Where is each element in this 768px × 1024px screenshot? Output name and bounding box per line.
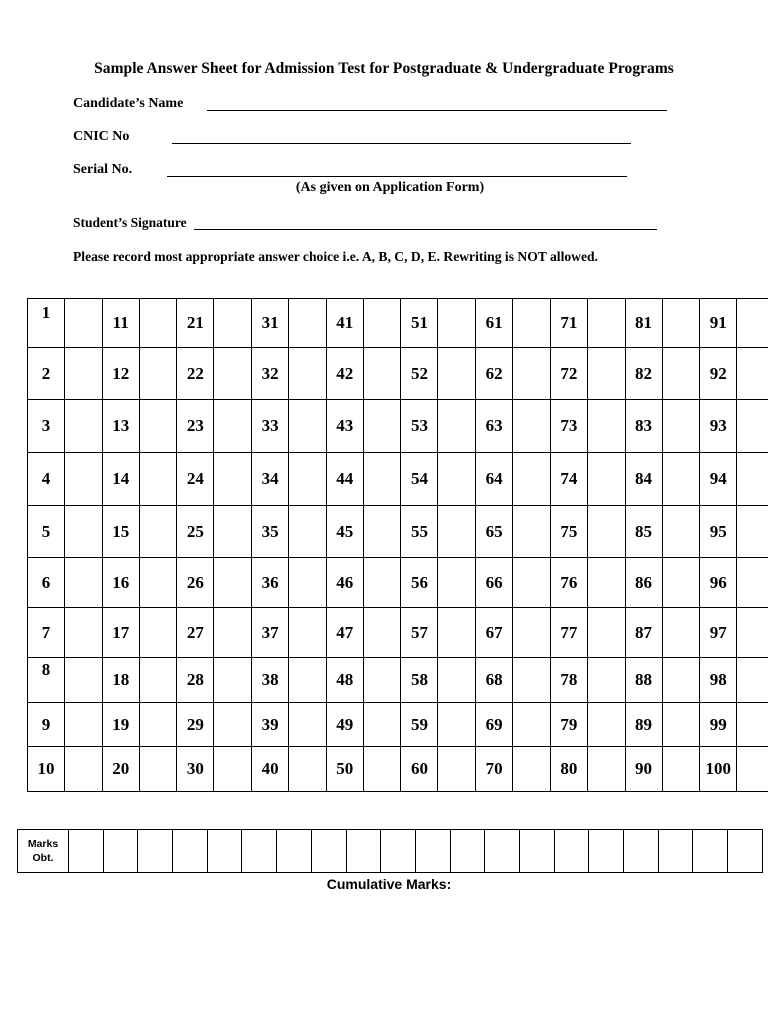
answer-box[interactable] xyxy=(65,348,103,400)
answer-box[interactable] xyxy=(737,558,768,608)
question-number: 1 xyxy=(28,299,65,348)
answer-box[interactable] xyxy=(65,558,103,608)
answer-box[interactable] xyxy=(513,506,551,558)
question-number: 6 xyxy=(28,558,65,608)
question-number: 16 xyxy=(102,558,139,608)
answer-box[interactable] xyxy=(513,400,551,453)
answer-box[interactable] xyxy=(214,747,252,792)
answer-box[interactable] xyxy=(587,658,625,703)
answer-box[interactable] xyxy=(438,558,476,608)
question-number: 85 xyxy=(625,506,662,558)
answer-box[interactable] xyxy=(214,506,252,558)
answer-box[interactable] xyxy=(438,453,476,506)
answer-box[interactable] xyxy=(139,299,177,348)
question-number: 86 xyxy=(625,558,662,608)
answer-box[interactable] xyxy=(289,658,327,703)
answer-box[interactable] xyxy=(65,400,103,453)
answer-box[interactable] xyxy=(214,658,252,703)
answer-box[interactable] xyxy=(363,348,401,400)
answer-box[interactable] xyxy=(662,299,700,348)
answer-box[interactable] xyxy=(662,747,700,792)
answer-box[interactable] xyxy=(139,747,177,792)
answer-box[interactable] xyxy=(214,453,252,506)
answer-box[interactable] xyxy=(438,703,476,747)
answer-box[interactable] xyxy=(139,506,177,558)
question-number: 10 xyxy=(28,747,65,792)
question-number: 60 xyxy=(401,747,438,792)
question-number: 90 xyxy=(625,747,662,792)
question-number: 57 xyxy=(401,608,438,658)
marks-box[interactable] xyxy=(311,830,346,873)
answer-row xyxy=(28,703,768,747)
question-number: 51 xyxy=(401,299,438,348)
marks-obtained-label xyxy=(18,830,69,873)
marks-box[interactable] xyxy=(693,830,728,873)
question-number: 73 xyxy=(550,400,587,453)
answer-box[interactable] xyxy=(587,453,625,506)
answer-box[interactable] xyxy=(587,299,625,348)
answer-box[interactable] xyxy=(513,348,551,400)
marks-box[interactable] xyxy=(381,830,416,873)
marks-label-line2: Obt. xyxy=(32,852,54,864)
answer-box[interactable] xyxy=(662,658,700,703)
question-number: 27 xyxy=(177,608,214,658)
question-number: 22 xyxy=(177,348,214,400)
question-number: 19 xyxy=(102,703,139,747)
marks-box[interactable] xyxy=(728,830,763,873)
question-number: 62 xyxy=(476,348,513,400)
question-number: 46 xyxy=(326,558,363,608)
question-number: 74 xyxy=(550,453,587,506)
answer-box[interactable] xyxy=(139,658,177,703)
question-number: 14 xyxy=(102,453,139,506)
question-number: 99 xyxy=(700,703,737,747)
answer-box[interactable] xyxy=(662,453,700,506)
answer-box[interactable] xyxy=(438,348,476,400)
question-number: 17 xyxy=(102,608,139,658)
answer-row xyxy=(28,558,768,608)
question-number: 25 xyxy=(177,506,214,558)
answer-box[interactable] xyxy=(438,608,476,658)
signature-line[interactable] xyxy=(194,229,657,230)
question-number: 29 xyxy=(177,703,214,747)
answer-box[interactable] xyxy=(587,348,625,400)
question-number: 100 xyxy=(700,747,737,792)
answer-box[interactable] xyxy=(289,348,327,400)
answer-box[interactable] xyxy=(289,400,327,453)
question-number: 26 xyxy=(177,558,214,608)
question-number: 12 xyxy=(102,348,139,400)
answer-box[interactable] xyxy=(662,348,700,400)
answer-box[interactable] xyxy=(363,400,401,453)
question-number: 41 xyxy=(326,299,363,348)
marks-box[interactable] xyxy=(277,830,312,873)
answer-row xyxy=(28,506,768,558)
question-number: 81 xyxy=(625,299,662,348)
marks-box[interactable] xyxy=(173,830,208,873)
marks-box[interactable] xyxy=(103,830,138,873)
marks-box[interactable] xyxy=(69,830,104,873)
question-number: 42 xyxy=(326,348,363,400)
answer-box[interactable] xyxy=(65,453,103,506)
marks-box[interactable] xyxy=(207,830,242,873)
answer-box[interactable] xyxy=(289,608,327,658)
question-number: 35 xyxy=(252,506,289,558)
answer-box[interactable] xyxy=(587,703,625,747)
question-number: 70 xyxy=(476,747,513,792)
question-number: 87 xyxy=(625,608,662,658)
question-number: 68 xyxy=(476,658,513,703)
answer-box[interactable] xyxy=(214,558,252,608)
question-number: 24 xyxy=(177,453,214,506)
page-title: Sample Answer Sheet for Admission Test for Postgraduate & Undergraduate Programs xyxy=(94,60,674,77)
marks-box[interactable] xyxy=(138,830,173,873)
answer-box[interactable] xyxy=(513,558,551,608)
answer-box[interactable] xyxy=(587,608,625,658)
answer-box[interactable] xyxy=(737,658,768,703)
marks-box[interactable] xyxy=(554,830,589,873)
answer-box[interactable] xyxy=(65,608,103,658)
answer-box[interactable] xyxy=(587,747,625,792)
marks-table xyxy=(17,829,763,873)
answer-box[interactable] xyxy=(662,608,700,658)
question-number: 76 xyxy=(550,558,587,608)
question-number: 96 xyxy=(700,558,737,608)
answer-box[interactable] xyxy=(363,658,401,703)
question-number: 4 xyxy=(28,453,65,506)
answer-box[interactable] xyxy=(737,400,768,453)
answer-box[interactable] xyxy=(214,608,252,658)
question-number: 18 xyxy=(102,658,139,703)
answer-box[interactable] xyxy=(139,453,177,506)
question-number: 31 xyxy=(252,299,289,348)
answer-box[interactable] xyxy=(139,558,177,608)
answer-box[interactable] xyxy=(438,400,476,453)
serial-note: (As given on Application Form) xyxy=(295,180,485,195)
candidate-name-line[interactable] xyxy=(207,110,667,111)
question-number: 45 xyxy=(326,506,363,558)
question-number: 5 xyxy=(28,506,65,558)
question-number: 77 xyxy=(550,608,587,658)
answer-row xyxy=(28,608,768,658)
question-number: 32 xyxy=(252,348,289,400)
question-number: 95 xyxy=(700,506,737,558)
answer-box[interactable] xyxy=(289,558,327,608)
answer-row xyxy=(28,400,768,453)
answer-box[interactable] xyxy=(65,658,103,703)
answer-box[interactable] xyxy=(214,703,252,747)
question-number: 64 xyxy=(476,453,513,506)
question-number: 72 xyxy=(550,348,587,400)
question-number: 43 xyxy=(326,400,363,453)
answer-row xyxy=(28,299,768,348)
question-number: 75 xyxy=(550,506,587,558)
answer-box[interactable] xyxy=(513,703,551,747)
answer-box[interactable] xyxy=(363,608,401,658)
question-number: 65 xyxy=(476,506,513,558)
answer-box[interactable] xyxy=(662,703,700,747)
question-number: 52 xyxy=(401,348,438,400)
answer-box[interactable] xyxy=(737,747,768,792)
question-number: 93 xyxy=(700,400,737,453)
cnic-label: CNIC No xyxy=(73,129,130,144)
answer-grid xyxy=(27,298,768,792)
question-number: 13 xyxy=(102,400,139,453)
answer-box[interactable] xyxy=(363,506,401,558)
answer-box[interactable] xyxy=(363,299,401,348)
question-number: 71 xyxy=(550,299,587,348)
question-number: 67 xyxy=(476,608,513,658)
marks-box[interactable] xyxy=(415,830,450,873)
serial-label: Serial No. xyxy=(73,162,133,177)
question-number: 3 xyxy=(28,400,65,453)
answer-box[interactable] xyxy=(438,299,476,348)
question-number: 97 xyxy=(700,608,737,658)
marks-box[interactable] xyxy=(346,830,381,873)
answer-box[interactable] xyxy=(662,400,700,453)
question-number: 49 xyxy=(326,703,363,747)
question-number: 55 xyxy=(401,506,438,558)
marks-box[interactable] xyxy=(519,830,554,873)
question-number: 39 xyxy=(252,703,289,747)
question-number: 61 xyxy=(476,299,513,348)
answer-box[interactable] xyxy=(737,348,768,400)
marks-box[interactable] xyxy=(485,830,520,873)
answer-box[interactable] xyxy=(438,658,476,703)
question-number: 82 xyxy=(625,348,662,400)
question-number: 36 xyxy=(252,558,289,608)
answer-box[interactable] xyxy=(214,348,252,400)
answer-box[interactable] xyxy=(363,453,401,506)
answer-row xyxy=(28,658,768,703)
question-number: 33 xyxy=(252,400,289,453)
question-number: 8 xyxy=(28,658,65,703)
answer-box[interactable] xyxy=(737,299,768,348)
question-number: 78 xyxy=(550,658,587,703)
answer-box[interactable] xyxy=(363,703,401,747)
answer-box[interactable] xyxy=(737,703,768,747)
question-number: 80 xyxy=(550,747,587,792)
answer-row xyxy=(28,348,768,400)
answer-box[interactable] xyxy=(289,453,327,506)
question-number: 15 xyxy=(102,506,139,558)
answer-row xyxy=(28,747,768,792)
answer-box[interactable] xyxy=(587,506,625,558)
question-number: 21 xyxy=(177,299,214,348)
question-number: 30 xyxy=(177,747,214,792)
question-number: 92 xyxy=(700,348,737,400)
answer-box[interactable] xyxy=(363,558,401,608)
question-number: 63 xyxy=(476,400,513,453)
cumulative-marks-label: Cumulative Marks: xyxy=(326,876,452,892)
question-number: 34 xyxy=(252,453,289,506)
answer-box[interactable] xyxy=(65,299,103,348)
cnic-line[interactable] xyxy=(172,143,631,144)
answer-box[interactable] xyxy=(289,703,327,747)
question-number: 23 xyxy=(177,400,214,453)
marks-box[interactable] xyxy=(624,830,659,873)
question-number: 38 xyxy=(252,658,289,703)
answer-box[interactable] xyxy=(65,506,103,558)
question-number: 98 xyxy=(700,658,737,703)
answer-box[interactable] xyxy=(513,658,551,703)
answer-box[interactable] xyxy=(139,608,177,658)
question-number: 40 xyxy=(252,747,289,792)
question-number: 20 xyxy=(102,747,139,792)
answer-box[interactable] xyxy=(513,453,551,506)
marks-box[interactable] xyxy=(589,830,624,873)
question-number: 56 xyxy=(401,558,438,608)
question-number: 84 xyxy=(625,453,662,506)
answer-row xyxy=(28,453,768,506)
signature-label: Student’s Signature xyxy=(73,215,187,230)
answer-box[interactable] xyxy=(214,299,252,348)
answer-box[interactable] xyxy=(139,400,177,453)
answer-box[interactable] xyxy=(438,747,476,792)
answer-box[interactable] xyxy=(289,299,327,348)
answer-box[interactable] xyxy=(662,506,700,558)
question-number: 7 xyxy=(28,608,65,658)
question-number: 9 xyxy=(28,703,65,747)
answer-box[interactable] xyxy=(737,608,768,658)
answer-box[interactable] xyxy=(513,299,551,348)
question-number: 48 xyxy=(326,658,363,703)
answer-box[interactable] xyxy=(363,747,401,792)
question-number: 58 xyxy=(401,658,438,703)
candidate-name-label: Candidate’s Name xyxy=(73,96,184,111)
answer-box[interactable] xyxy=(139,703,177,747)
answer-box[interactable] xyxy=(513,747,551,792)
answer-box[interactable] xyxy=(587,558,625,608)
marks-box[interactable] xyxy=(242,830,277,873)
question-number: 66 xyxy=(476,558,513,608)
question-number: 47 xyxy=(326,608,363,658)
question-number: 83 xyxy=(625,400,662,453)
answer-box[interactable] xyxy=(65,703,103,747)
question-number: 44 xyxy=(326,453,363,506)
answer-box[interactable] xyxy=(737,453,768,506)
answer-box[interactable] xyxy=(737,506,768,558)
answer-box[interactable] xyxy=(289,747,327,792)
question-number: 37 xyxy=(252,608,289,658)
question-number: 69 xyxy=(476,703,513,747)
answer-box[interactable] xyxy=(289,506,327,558)
answer-box[interactable] xyxy=(65,747,103,792)
marks-label-line1: Marks xyxy=(27,838,59,850)
marks-box[interactable] xyxy=(658,830,693,873)
question-number: 88 xyxy=(625,658,662,703)
marks-box[interactable] xyxy=(450,830,485,873)
question-number: 54 xyxy=(401,453,438,506)
question-number: 59 xyxy=(401,703,438,747)
answer-box[interactable] xyxy=(214,400,252,453)
answer-box[interactable] xyxy=(438,506,476,558)
question-number: 94 xyxy=(700,453,737,506)
answer-box[interactable] xyxy=(587,400,625,453)
answer-box[interactable] xyxy=(139,348,177,400)
question-number: 89 xyxy=(625,703,662,747)
question-number: 11 xyxy=(102,299,139,348)
question-number: 2 xyxy=(28,348,65,400)
question-number: 79 xyxy=(550,703,587,747)
question-number: 50 xyxy=(326,747,363,792)
instruction-text: Please record most appropriate answer choice i.e. A, B, C, D, E. Rewriting is NOT allowed. xyxy=(73,249,598,264)
serial-line[interactable] xyxy=(167,176,627,177)
question-number: 53 xyxy=(401,400,438,453)
question-number: 91 xyxy=(700,299,737,348)
answer-box[interactable] xyxy=(662,558,700,608)
question-number: 28 xyxy=(177,658,214,703)
answer-box[interactable] xyxy=(513,608,551,658)
